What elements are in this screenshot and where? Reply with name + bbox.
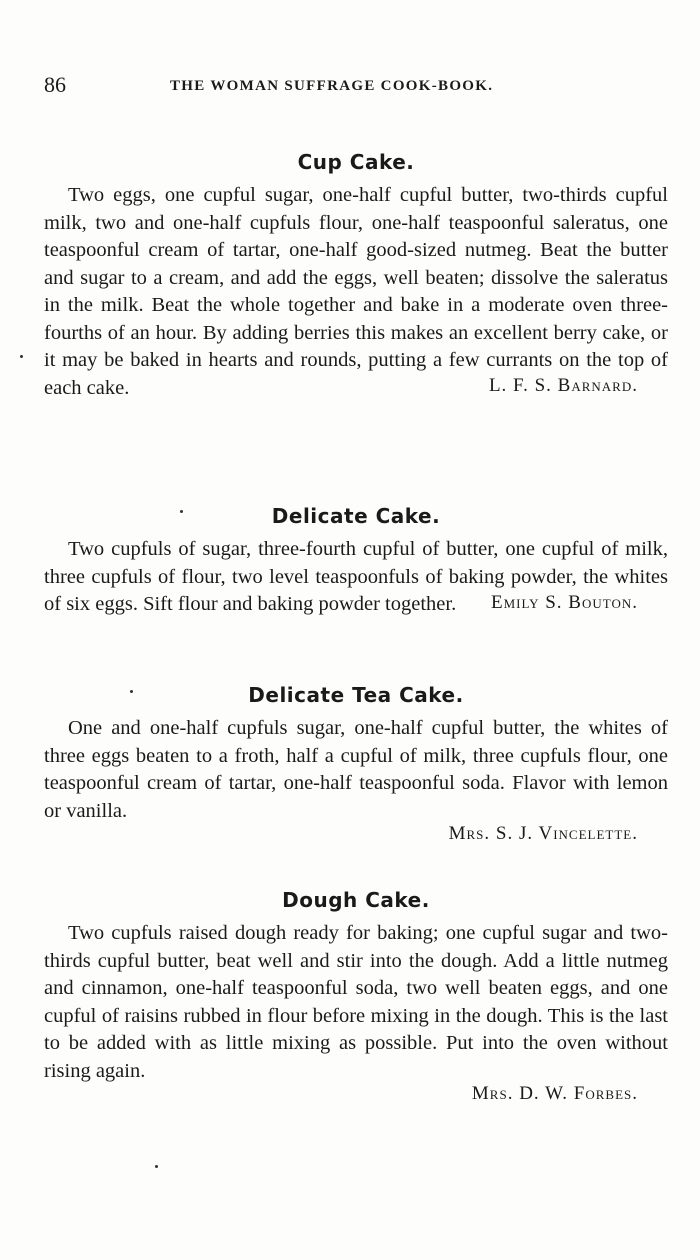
recipe-body: Two cupfuls of sugar, three-fourth cupful of butter, one cupful of milk, three cupfuls of flour, two level teaspoonfuls of baking powder, the whites of six eggs. Sift flour and baking powder together.: [44, 538, 668, 615]
print-speck: [20, 355, 23, 358]
recipe-author: Mrs. D. W. Forbes.: [471, 1083, 638, 1104]
running-title: THE WOMAN SUFFRAGE COOK-BOOK.: [170, 78, 494, 94]
recipe-title: Delicate Tea Cake.: [248, 683, 464, 707]
recipe-dough-cake: [44, 888, 668, 1105]
recipe-body: One and one-half cupfuls sugar, one-half cupful butter, the whites of three eggs beaten to a froth, half a cupful of milk, three cupfuls flour, one teaspoonful cream of tartar, one-half teaspoonful soda. Flavor with lemon or vanilla.: [44, 717, 668, 822]
recipe-delicate-tea-cake: [44, 683, 668, 845]
recipe-author: L. F. S. Barnard.: [488, 375, 638, 396]
print-speck: [180, 510, 183, 513]
print-speck: [130, 690, 133, 693]
recipe-delicate-cake: [44, 504, 668, 614]
recipe-title: Delicate Cake.: [271, 504, 441, 528]
recipe-body: Two cupfuls raised dough ready for baking; one cupful sugar and two-thirds cupful butter, beat well and stir into the dough. Add a little nutmeg and cinnamon, one-half teaspoonful soda, two well beaten eggs, and one cupful of raisins rubbed in flour before mixing in the dough. This is the last to be added with as little mixing as possible. Put into the oven without rising again.: [44, 922, 668, 1082]
recipe-author: Emily S. Bouton.: [490, 591, 638, 613]
recipe-title: Dough Cake.: [282, 888, 430, 912]
print-speck: [155, 1165, 158, 1168]
recipe-cup-cake: [44, 150, 668, 397]
recipe-body: Two eggs, one cupful sugar, one-half cupful butter, two-thirds cupful milk, two and one-half cupfuls flour, one-half teaspoonful saleratus, one teaspoonful cream of tartar, one-half good-sized nutmeg. Beat the butter and sugar to a cream, and add the eggs, well beaten; dissolve the saleratus in the milk. Beat the whole together and bake in a moderate oven three-fourths of an hour. By adding berries this makes an excellent berry cake, or it may be baked in hearts and rounds, putting a few currants on the top of each cake.: [44, 184, 668, 399]
page-header: [44, 72, 660, 102]
recipe-title: Cup Cake.: [297, 150, 415, 174]
recipe-author: Mrs. S. J. Vincelette.: [448, 823, 638, 844]
page-number: 86: [44, 72, 66, 97]
